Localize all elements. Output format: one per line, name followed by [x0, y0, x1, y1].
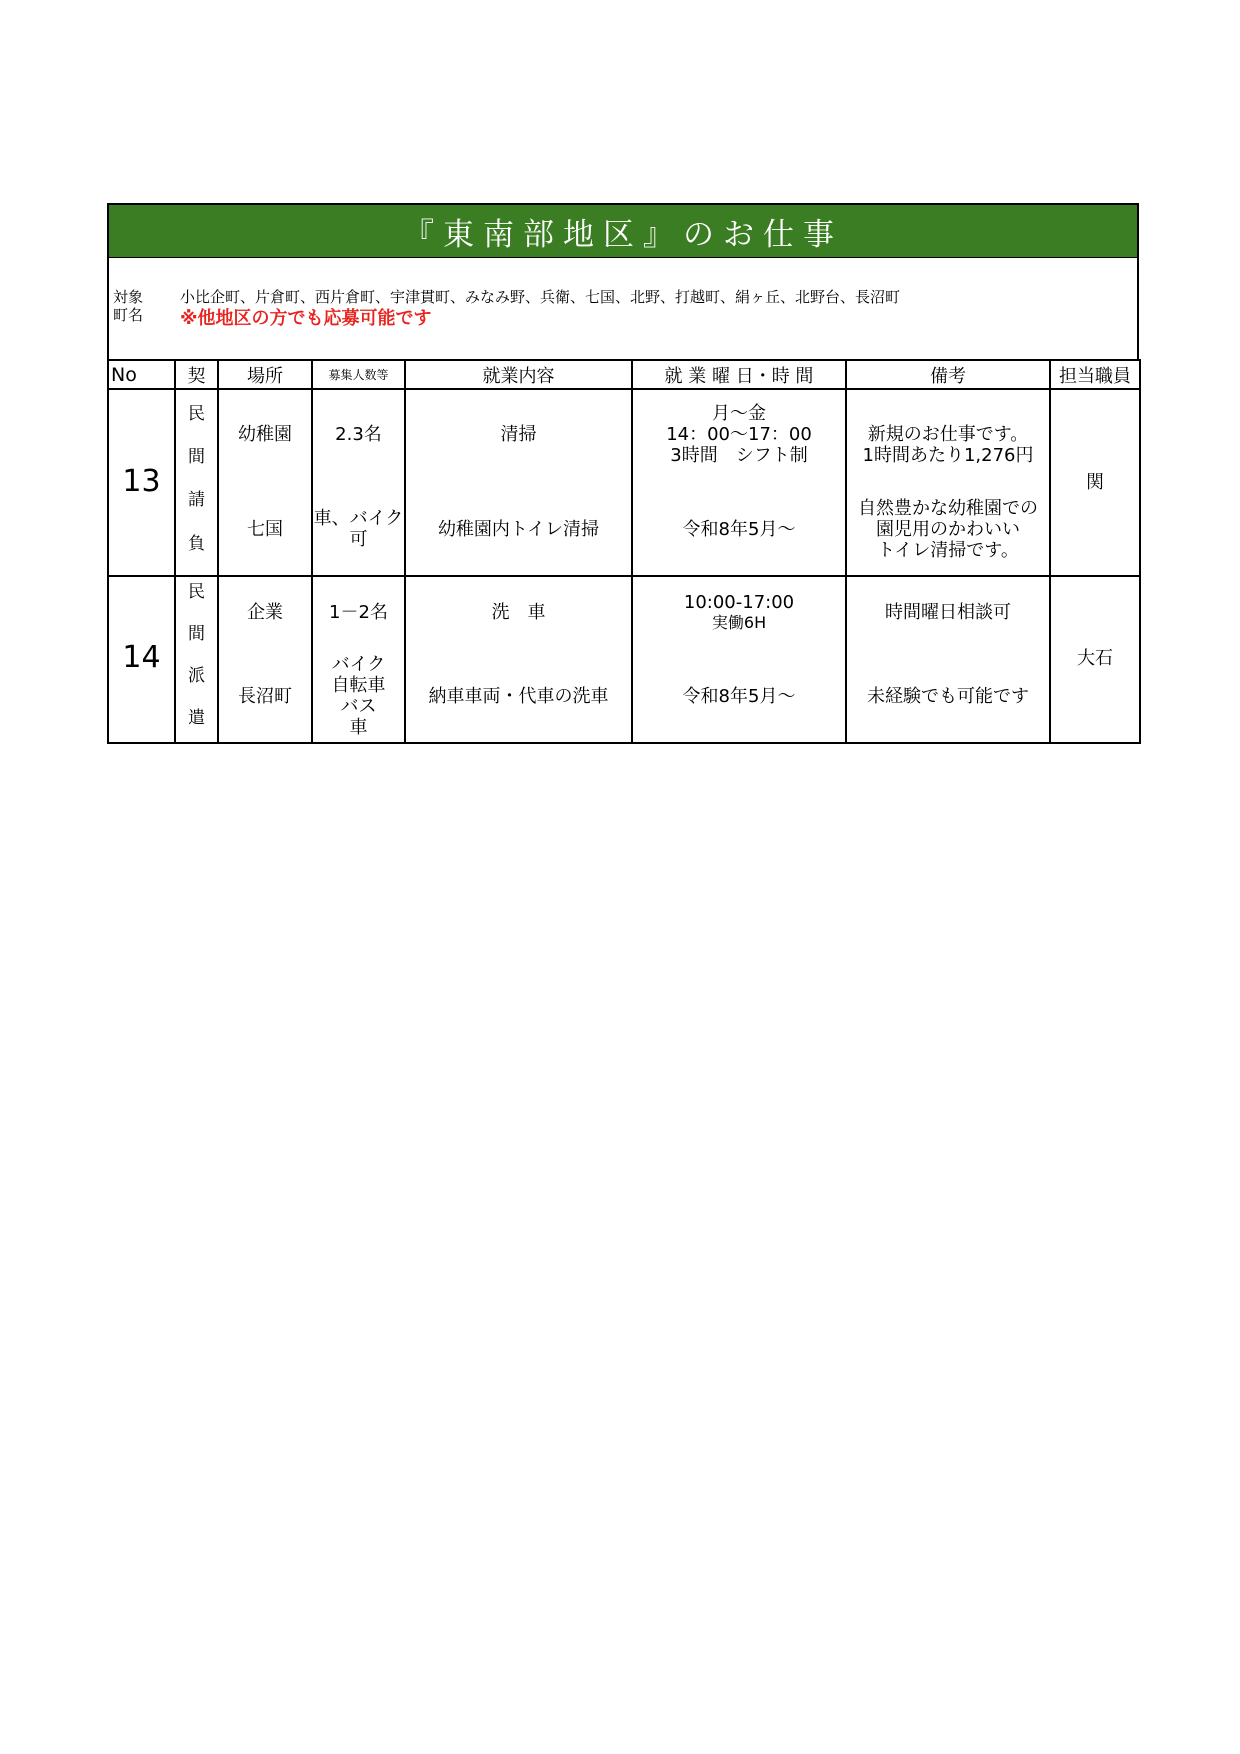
contract-char: 間	[188, 624, 205, 644]
remarks-line: 園児用のかわいい	[876, 519, 1020, 540]
header-staff: 担当職員	[1050, 360, 1140, 389]
remarks-line: 新規のお仕事です。	[867, 424, 1029, 445]
jobs-table	[107, 359, 1141, 744]
staff-cell	[1050, 389, 1140, 576]
header-contract: 契	[175, 360, 218, 389]
header-no: No	[108, 360, 175, 389]
row-no-cell	[108, 576, 175, 743]
job-sheet	[107, 203, 1139, 744]
work-detail: 納車車両・代車の洗車	[428, 686, 609, 707]
commute-line: 車、バイク	[313, 508, 404, 529]
remarks-line: 1時間あたり1,276円	[862, 445, 1034, 466]
start-date: 令和8年5月～	[682, 686, 796, 707]
contract-char: 遣	[188, 708, 205, 728]
work-title: 洗 車	[491, 602, 546, 623]
place-type: 幼稚園	[238, 424, 292, 445]
remarks-line: 自然豊かな幼稚園での	[858, 498, 1038, 519]
other-area-note: ※他地区の方でも応募可能です	[180, 308, 432, 329]
commute-line: バイク	[331, 654, 386, 675]
remarks-line: トイレ清掃です。	[877, 540, 1019, 561]
work-detail: 幼稚園内トイレ清掃	[437, 519, 600, 540]
header-work: 就業内容	[405, 360, 632, 389]
place-cell	[218, 389, 312, 576]
header-remarks: 備考	[846, 360, 1050, 389]
contract-char: 負	[188, 534, 205, 554]
table-header-row	[108, 360, 1140, 389]
contract-cell	[175, 576, 218, 743]
target-area-section	[107, 257, 1139, 359]
days-line: 10:00-17:00	[683, 592, 795, 613]
recruit-count: 1－2名	[329, 602, 388, 623]
contract-cell	[175, 389, 218, 576]
recruit-count: 2.3名	[335, 424, 382, 445]
place-location: 長沼町	[238, 686, 292, 707]
row-no: 14	[122, 640, 161, 675]
work-cell	[405, 576, 632, 743]
place-location: 七国	[247, 519, 283, 540]
remarks-cell	[846, 576, 1050, 743]
contract-char: 民	[188, 404, 205, 424]
page-title: 『東南部地区』のお仕事	[107, 203, 1139, 257]
commute-line: 可	[349, 529, 368, 550]
table-row	[108, 389, 1140, 576]
commute-line: 車	[349, 717, 368, 738]
staff-name: 大石	[1077, 648, 1113, 669]
remarks-cell	[846, 389, 1050, 576]
place-type: 企業	[247, 602, 283, 623]
table-row	[108, 576, 1140, 743]
remarks-line: 未経験でも可能です	[867, 686, 1029, 707]
header-days: 就 業 曜 日・時 間	[632, 360, 846, 389]
row-no-cell	[108, 389, 175, 576]
target-towns: 小比企町、片倉町、西片倉町、宇津貫町、みなみ野、兵衛、七国、北野、打越町、絹ヶ丘、北野台、長沼町	[180, 288, 901, 306]
target-area-label	[113, 288, 143, 324]
header-place: 場所	[218, 360, 312, 389]
commute-line: バス	[340, 696, 377, 717]
recruit-cell	[312, 576, 405, 743]
days-line: 14：00～17：00	[666, 424, 812, 445]
row-no: 13	[122, 464, 161, 499]
contract-char: 派	[188, 666, 205, 686]
staff-cell	[1050, 576, 1140, 743]
target-area-label-line2: 町名	[113, 306, 144, 324]
work-title: 清掃	[500, 424, 537, 445]
staff-name: 関	[1086, 472, 1104, 493]
header-recruit: 募集人数等	[312, 360, 405, 389]
contract-char: 請	[188, 490, 205, 510]
place-cell	[218, 576, 312, 743]
start-date: 令和8年5月～	[682, 519, 796, 540]
commute-line: 自転車	[331, 675, 386, 696]
target-area-label-line1: 対象	[113, 288, 144, 306]
contract-char: 民	[188, 582, 205, 602]
days-cell	[632, 389, 846, 576]
work-cell	[405, 389, 632, 576]
recruit-cell	[312, 389, 405, 576]
days-line: 3時間 シフト制	[670, 445, 808, 466]
contract-char: 間	[188, 447, 205, 467]
days-line: 実働6H	[711, 613, 767, 632]
days-cell	[632, 576, 846, 743]
remarks-line: 時間曜日相談可	[885, 602, 1011, 623]
days-line: 月～金	[712, 403, 766, 424]
